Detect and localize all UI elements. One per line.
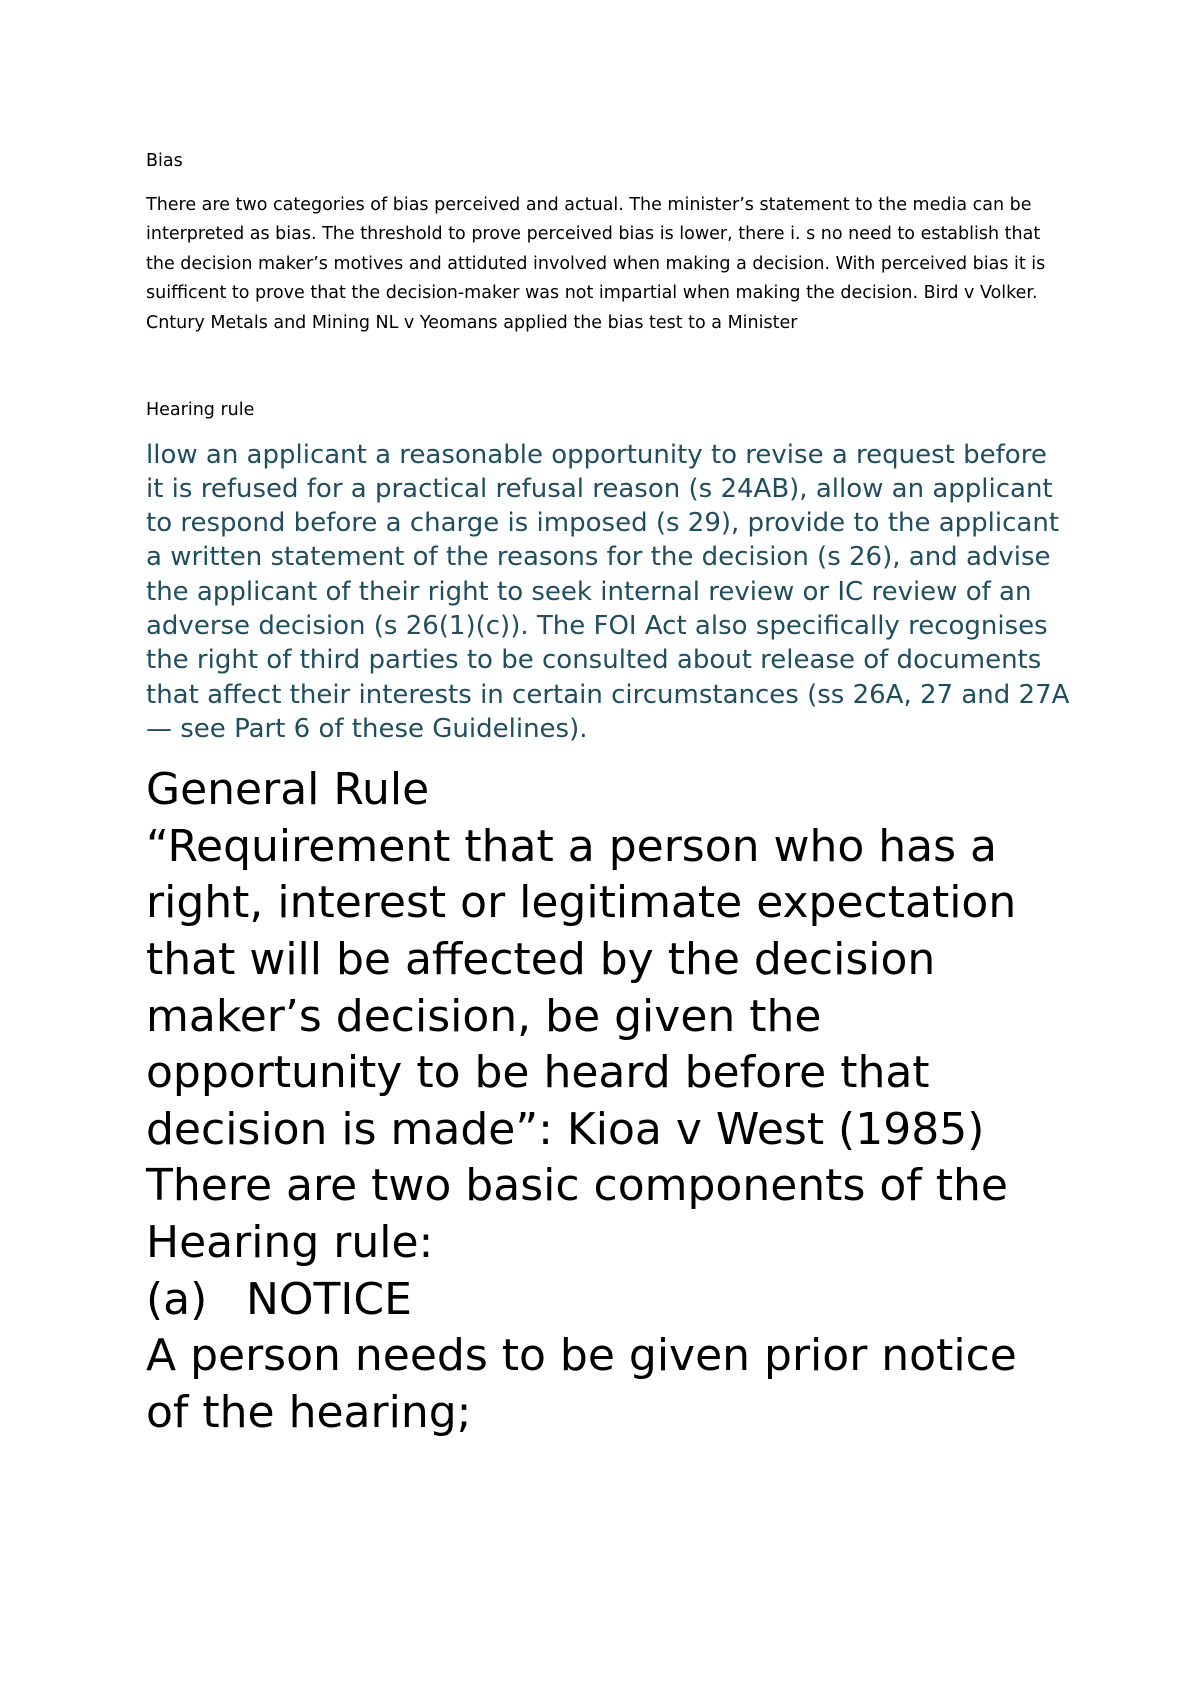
bias-paragraph: There are two categories of bias perceived and actual. The minister’s statement to the media can be interpreted as bias. The threshold to prove perceived bias is lower, there i. s no need to establish that the decision maker’s motives and attiduted involved when making a decision. With perceived bias it is suifficent to prove that the decision-maker was not impartial when making the decision. Bird v Volker. Cntury Metals and Mining NL v Yeomans applied the bias test to a Minister [146, 194, 1046, 333]
bias-heading: Bias [146, 151, 183, 171]
document-body [146, 147, 1071, 1441]
kioa-v-west-quote: “Requirement that a person who has a right, interest or legitimate expectation that will be affected by the decision maker’s decision, be given the opportunity to be heard before that decision is made”: Kioa v West (1985) [146, 820, 1017, 1155]
general-rule-heading: General Rule [146, 764, 430, 816]
hearing-rule-heading: Hearing rule [146, 400, 255, 420]
components-intro: There are two basic components of the Hearing rule: [146, 1160, 1008, 1268]
foi-guidelines-quote: llow an applicant a reasonable opportunity to revise a request before it is refused for a practical refusal reason (s 24AB), allow an applicant to respond before a charge is imposed (s 29), provide to the applicant a written statement of the reasons for the decision (s 26), and advise the applicant of their right to seek internal review or IC review of an adverse decision (s 26(1)(c)). The FOI Act also specifically recognises the right of third parties to be consulted about release of documents that affect their interests in certain circumstances (ss 26A, 27 and 27A — see Part 6 of these Guidelines). [146, 439, 1070, 744]
notice-title: NOTICE [246, 1273, 412, 1325]
notice-item [146, 1272, 1071, 1329]
notice-label: (a) [146, 1273, 208, 1325]
notice-text: A person needs to be given prior notice of the hearing; [146, 1330, 1017, 1438]
